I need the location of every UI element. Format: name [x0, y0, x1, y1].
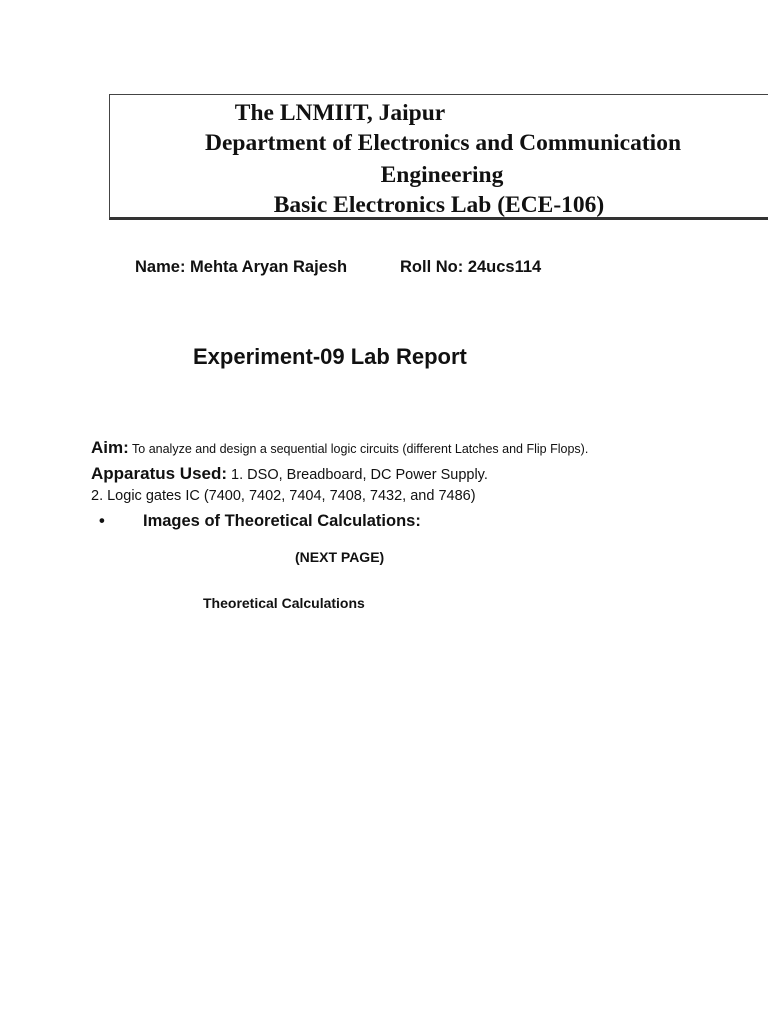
department-title-cont: Engineering [380, 162, 504, 188]
header-box [109, 94, 768, 220]
apparatus-item-1: 1. DSO, Breadboard, DC Power Supply. [227, 467, 488, 483]
roll-number: Roll No: 24ucs114 [400, 258, 542, 276]
apparatus-line [91, 464, 488, 484]
aim-line [91, 438, 588, 458]
department-title: Department of Electronics and Communication [204, 130, 682, 156]
student-name: Name: Mehta Aryan Rajesh [135, 258, 348, 276]
theory-heading: Theoretical Calculations [203, 595, 365, 611]
bullet-text: Images of Theoretical Calculations: [143, 512, 421, 530]
lab-title: Basic Electronics Lab (ECE-106) [273, 192, 605, 218]
report-title: Experiment-09 Lab Report [193, 344, 467, 369]
bullet-item [99, 512, 421, 531]
apparatus-label: Apparatus Used: [91, 464, 228, 483]
bullet-icon: • [99, 512, 105, 530]
apparatus-item-2: 2. Logic gates IC (7400, 7402, 7404, 7408, 7432, and 7486) [91, 488, 476, 504]
next-page-note: (NEXT PAGE) [295, 549, 385, 565]
institute-title: The LNMIIT, Jaipur [234, 100, 446, 126]
aim-label: Aim: [91, 438, 129, 457]
aim-text: To analyze and design a sequential logic circuits (different Latches and Flip Flops). [128, 442, 589, 456]
